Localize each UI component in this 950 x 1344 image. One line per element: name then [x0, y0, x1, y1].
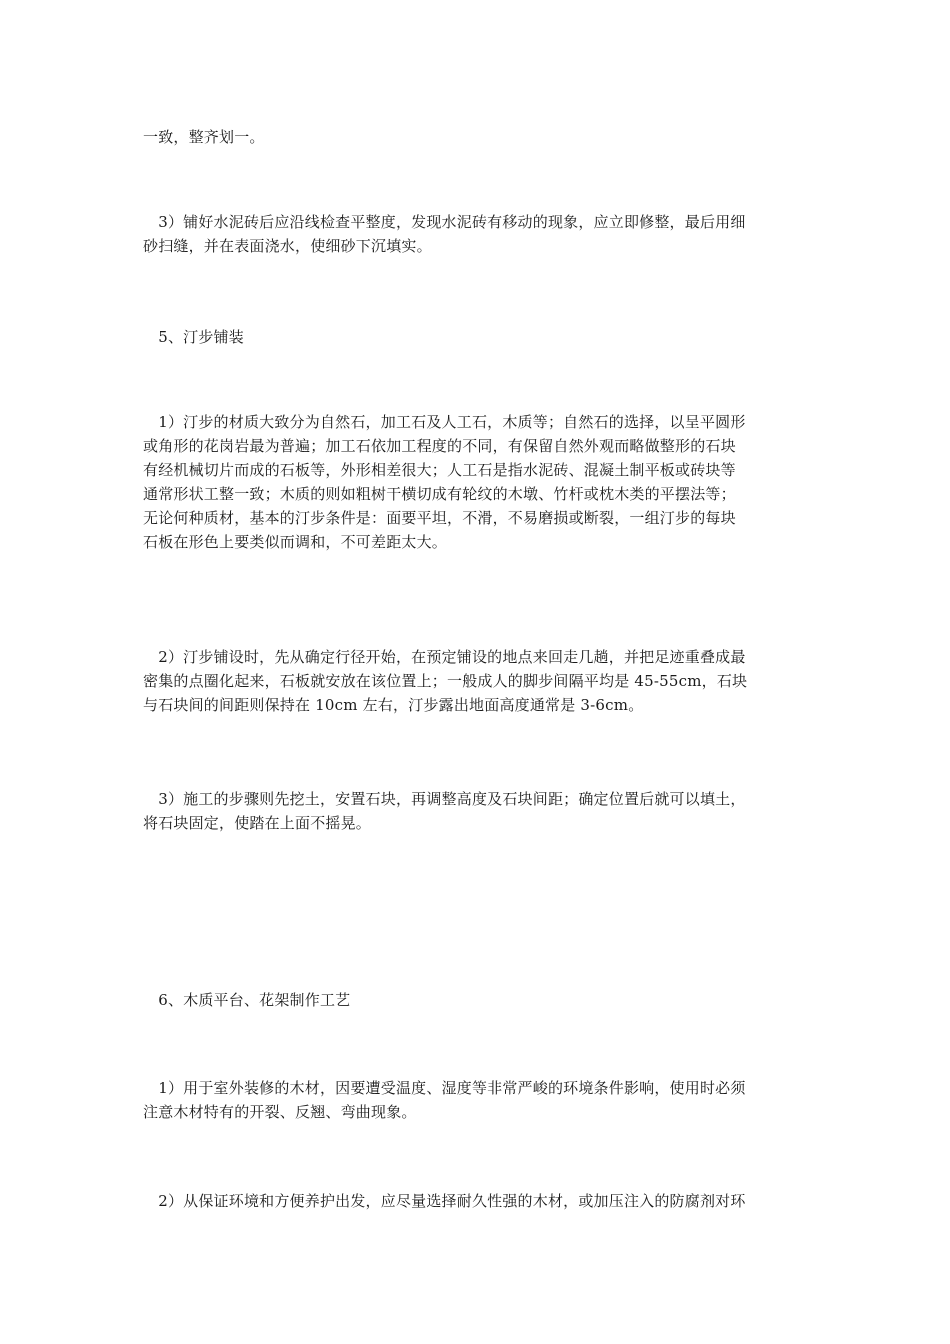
- text-line: 有经机械切片而成的石板等，外形相差很大；人工石是指水泥砖、混凝土制平板或砖块等: [143, 461, 736, 479]
- text-line: 或角形的花岗岩最为普遍；加工石依加工程度的不同，有保留自然外观而略做整形的石块: [143, 437, 736, 455]
- text-line: 将石块固定，使踏在上面不摇晃。: [143, 814, 372, 832]
- paragraph-3-cement-brick: [143, 210, 807, 258]
- paragraph-6-2-durability: [143, 1189, 807, 1213]
- text-line: 注意木材特有的开裂、反翘、弯曲现象。: [143, 1103, 417, 1121]
- text-line: 与石块间的间距则保持在 10cm 左右，汀步露出地面高度通常是 3-6cm。: [143, 696, 644, 714]
- text-line: 1）用于室外装修的木材，因要遭受温度、湿度等非常严峻的环境条件影响，使用时必须: [143, 1079, 746, 1097]
- text-line: 3）施工的步骤则先挖土，安置石块，再调整高度及石块间距；确定位置后就可以填土，: [143, 790, 746, 808]
- text-line: 3）铺好水泥砖后应沿线检查平整度，发现水泥砖有移动的现象，应立即修整，最后用细: [143, 213, 746, 231]
- section-heading-6: [143, 988, 807, 1012]
- text-line: 2）汀步铺设时，先从确定行径开始，在预定铺设的地点来回走几趟，并把足迹重叠成最: [143, 648, 746, 666]
- section-heading-5: [143, 325, 807, 349]
- text-line: 通常形状工整一致；木质的则如粗树干横切成有轮纹的木墩、竹杆或枕木类的平摆法等；: [143, 485, 736, 503]
- text-line: 5、汀步铺装: [143, 328, 244, 346]
- text-line: 砂扫缝，并在表面浇水，使细砂下沉填实。: [143, 237, 432, 255]
- text-line: 1）汀步的材质大致分为自然石，加工石及人工石，木质等；自然石的选择，以呈平圆形: [143, 413, 746, 431]
- text-line: 6、木质平台、花架制作工艺: [143, 991, 351, 1009]
- paragraph-continuation: [143, 125, 807, 149]
- paragraph-5-1-materials: [143, 410, 807, 554]
- paragraph-5-3-steps: [143, 787, 807, 835]
- text-line: 石板在形色上要类似而调和，不可差距太大。: [143, 533, 448, 551]
- text-line: 密集的点圈化起来，石板就安放在该位置上；一般成人的脚步间隔平均是 45-55cm，石块: [143, 672, 748, 690]
- text-line: 一致，整齐划一。: [143, 128, 265, 146]
- text-line: 2）从保证环境和方便养护出发，应尽量选择耐久性强的木材，或加压注入的防腐剂对环: [143, 1192, 746, 1210]
- paragraph-6-1-timber: [143, 1076, 807, 1124]
- text-line: 无论何种质材，基本的汀步条件是：面要平坦，不滑，不易磨损或断裂，一组汀步的每块: [143, 509, 736, 527]
- paragraph-5-2-laying: [143, 645, 807, 717]
